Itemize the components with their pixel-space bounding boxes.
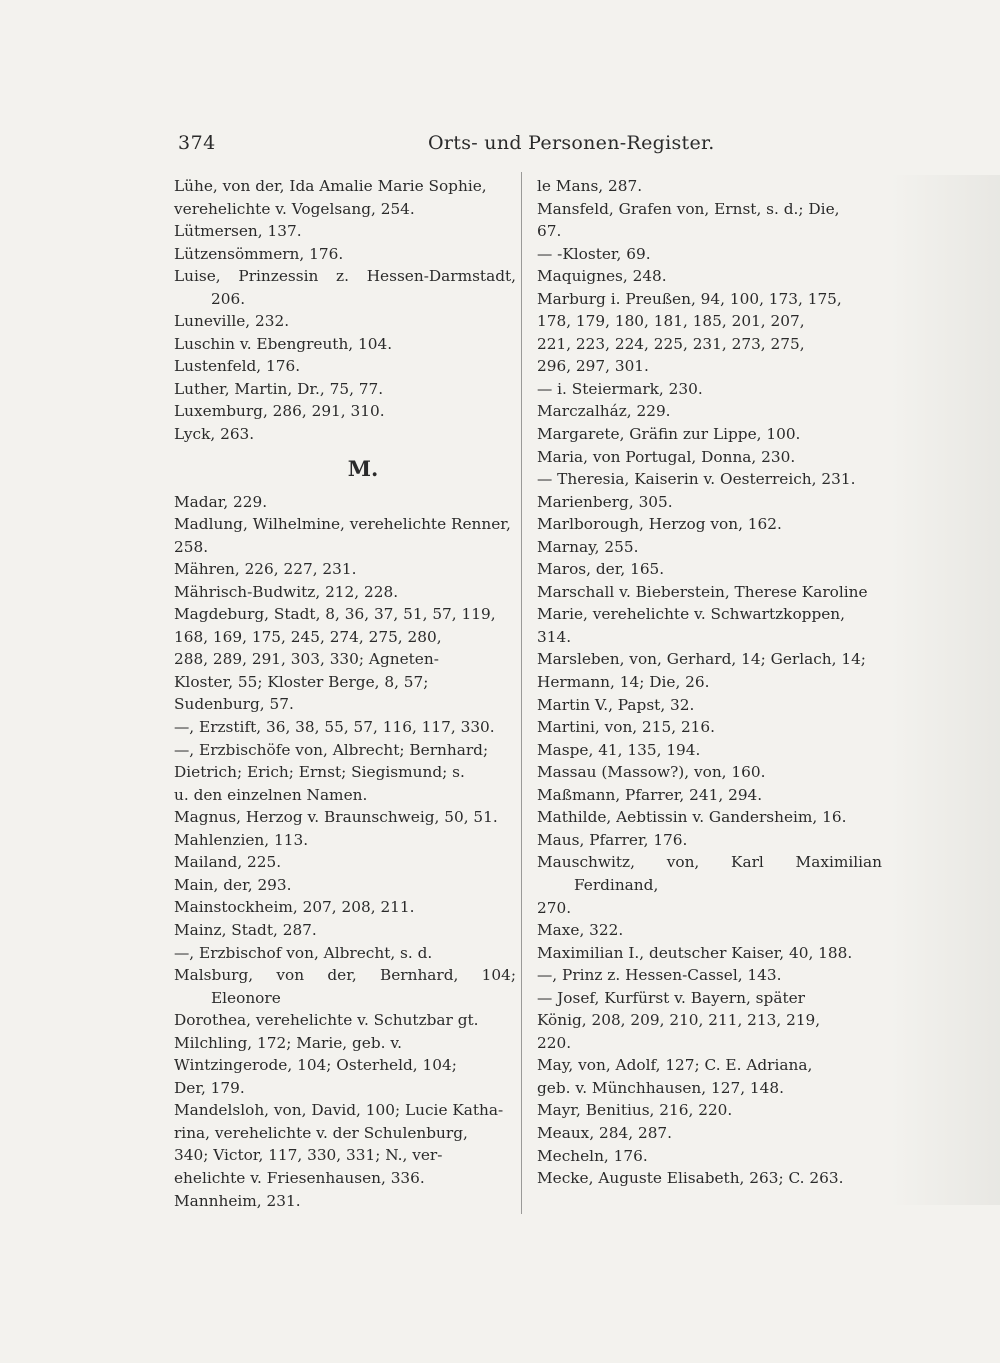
entry-line: 296, 297, 301.: [537, 357, 649, 376]
register-entry: [537, 378, 882, 401]
register-entry: [174, 874, 516, 897]
register-entry: [537, 829, 882, 852]
entry-line: 314.: [537, 627, 572, 646]
register-entry: [174, 1190, 516, 1213]
register-entry: [537, 851, 882, 919]
entry-line: Lühe, von der, Ida Amalie Marie Sophie,: [174, 177, 487, 195]
entry-line: Martin V., Papst, 32.: [537, 695, 695, 714]
entry-line: 67.: [537, 222, 562, 241]
entry-line: Malsburg, von der, Bernhard, 104; Eleonore: [174, 966, 516, 1007]
register-entry: [174, 603, 516, 716]
entry-line: Mailand, 225.: [174, 853, 282, 872]
register-entry: [174, 806, 516, 829]
right-entries: [537, 175, 882, 1190]
register-entry: [174, 310, 516, 333]
show-through-shadow: [890, 175, 1000, 1205]
entry-line: Maspe, 41, 135, 194.: [537, 740, 701, 759]
register-entry: [174, 964, 516, 1099]
entry-line: Hermann, 14; Die, 26.: [537, 673, 710, 692]
entry-line: Mannheim, 231.: [174, 1191, 301, 1210]
entry-line: 340; Victor, 117, 330, 331; N., ver-: [174, 1146, 443, 1165]
entry-line: Madar, 229.: [174, 492, 268, 511]
entry-line: Mecheln, 176.: [537, 1146, 648, 1165]
entry-line: Luxemburg, 286, 291, 310.: [174, 402, 385, 421]
entry-line: König, 208, 209, 210, 211, 213, 219,: [537, 1011, 821, 1030]
register-entry: [537, 1167, 882, 1190]
entry-line: u. den einzelnen Namen.: [174, 785, 368, 804]
entry-line: — Theresia, Kaiserin v. Oesterreich, 231.: [537, 470, 856, 489]
entry-line: Margarete, Gräfin zur Lippe, 100.: [537, 425, 801, 444]
entry-line: le Mans, 287.: [537, 177, 643, 195]
register-entry: [537, 446, 882, 469]
entry-line: verehelichte v. Vogelsang, 254.: [174, 199, 415, 218]
entry-line: Main, der, 293.: [174, 875, 292, 894]
entry-line: 258.: [174, 537, 209, 556]
register-entry: [174, 942, 516, 965]
register-entry: [174, 400, 516, 423]
entry-line: Lützensömmern, 176.: [174, 244, 344, 263]
entry-line: ehelichte v. Friesenhausen, 336.: [174, 1168, 425, 1187]
register-entry: [174, 265, 516, 310]
entry-line: Kloster, 55; Kloster Berge, 8, 57;: [174, 672, 429, 691]
entry-line: Mathilde, Aebtissin v. Gandersheim, 16.: [537, 808, 847, 827]
entry-line: Wintzingerode, 104; Osterheld, 104;: [174, 1056, 457, 1075]
register-entry: [537, 243, 882, 266]
entry-line: Mainstockheim, 207, 208, 211.: [174, 898, 415, 917]
entry-line: Mandelsloh, von, David, 100; Lucie Katha-: [174, 1101, 504, 1120]
entry-line: —, Prinz z. Hessen-Cassel, 143.: [537, 966, 782, 985]
section-letter-m: M.: [347, 455, 379, 481]
entry-line: — i. Steiermark, 230.: [537, 379, 703, 398]
entry-line: Marczalház, 229.: [537, 402, 671, 421]
entry-line: 270.: [537, 898, 572, 917]
register-entry: [537, 1145, 882, 1168]
entry-line: 168, 169, 175, 245, 274, 275, 280,: [174, 627, 442, 646]
register-entry: [537, 919, 882, 942]
entry-line: Mansfeld, Grafen von, Ernst, s. d.; Die,: [537, 199, 840, 218]
entry-line: Maros, der, 165.: [537, 560, 665, 579]
register-entry: [537, 558, 882, 581]
register-entry: [174, 175, 516, 220]
entry-line: May, von, Adolf, 127; C. E. Adriana,: [537, 1056, 813, 1075]
left-column: [174, 175, 516, 1212]
register-entry: [537, 468, 882, 491]
register-entry: [537, 198, 882, 243]
register-entry: [537, 491, 882, 514]
entry-line: Sudenburg, 57.: [174, 695, 294, 714]
register-entry: [174, 491, 516, 514]
entry-line: Mayr, Benitius, 216, 220.: [537, 1101, 733, 1120]
entry-line: 288, 289, 291, 303, 330; Agneten-: [174, 650, 439, 669]
register-entry: [537, 716, 882, 739]
entry-line: 220.: [537, 1033, 572, 1052]
entry-line: Der, 179.: [174, 1078, 245, 1097]
register-entry: [174, 558, 516, 581]
entry-line: Madlung, Wilhelmine, verehelichte Renner,: [174, 515, 511, 534]
entry-line: 221, 223, 224, 225, 231, 273, 275,: [537, 334, 805, 353]
entry-line: Milchling, 172; Marie, geb. v.: [174, 1033, 403, 1052]
entry-line: Magdeburg, Stadt, 8, 36, 37, 51, 57, 119,: [174, 605, 496, 624]
register-entry: [174, 378, 516, 401]
entry-line: Maria, von Portugal, Donna, 230.: [537, 447, 796, 466]
entry-line: Dorothea, verehelichte v. Schutzbar gt.: [174, 1011, 479, 1030]
entry-line: geb. v. Münchhausen, 127, 148.: [537, 1078, 784, 1097]
entry-line: Marie, verehelichte v. Schwartzkoppen,: [537, 605, 846, 624]
register-entry: [174, 829, 516, 852]
left-entries-l: [174, 175, 516, 446]
entry-line: Mecke, Auguste Elisabeth, 263; C. 263.: [537, 1169, 844, 1188]
entry-line: Dietrich; Erich; Ernst; Siegismund; s.: [174, 763, 465, 782]
entry-line: Meaux, 284, 287.: [537, 1123, 673, 1142]
column-divider: [521, 172, 522, 1214]
register-entry: [537, 513, 882, 536]
register-entry: [174, 243, 516, 266]
left-entries-m: [174, 491, 516, 1213]
entry-line: Magnus, Herzog v. Braunschweig, 50, 51.: [174, 808, 498, 827]
register-entry: [174, 355, 516, 378]
register-entry: [174, 581, 516, 604]
entry-line: — -Kloster, 69.: [537, 244, 651, 263]
entry-line: —, Erzbischof von, Albrecht, s. d.: [174, 943, 433, 962]
entry-line: Marsleben, von, Gerhard, 14; Gerlach, 14;: [537, 650, 866, 669]
register-entry: [537, 1099, 882, 1122]
entry-line: —, Erzstift, 36, 38, 55, 57, 116, 117, 330.: [174, 718, 495, 737]
entry-line: Mähren, 226, 227, 231.: [174, 560, 357, 579]
register-entry: [174, 1099, 516, 1189]
entry-line: —, Erzbischöfe von, Albrecht; Bernhard;: [174, 740, 489, 759]
entry-line: Mainz, Stadt, 287.: [174, 920, 317, 939]
entry-line: Luschin v. Ebengreuth, 104.: [174, 334, 393, 353]
entry-line: — Josef, Kurfürst v. Bayern, später: [537, 988, 805, 1007]
register-entry: [174, 739, 516, 807]
register-entry: [537, 806, 882, 829]
entry-line: Mährisch-Budwitz, 212, 228.: [174, 582, 399, 601]
register-entry: [174, 220, 516, 243]
entry-line: Maßmann, Pfarrer, 241, 294.: [537, 785, 763, 804]
page-number: 374: [178, 132, 216, 154]
register-entry: [537, 784, 882, 807]
register-entry: [537, 288, 882, 378]
register-entry: [537, 1054, 882, 1099]
right-column: [537, 175, 882, 1190]
entry-line: Marienberg, 305.: [537, 492, 673, 511]
register-entry: [537, 739, 882, 762]
register-entry: [537, 648, 882, 693]
register-entry: [174, 919, 516, 942]
running-head: Orts- und Personen-Register.: [428, 132, 715, 154]
entry-line: Lütmersen, 137.: [174, 222, 302, 241]
entry-line: Maus, Pfarrer, 176.: [537, 830, 688, 849]
register-entry: [537, 942, 882, 965]
entry-line: Maxe, 322.: [537, 921, 624, 940]
entry-line: Lustenfeld, 176.: [174, 357, 301, 376]
entry-line: rina, verehelichte v. der Schulenburg,: [174, 1123, 468, 1142]
register-entry: [537, 761, 882, 784]
register-entry: [537, 964, 882, 987]
register-entry: [537, 581, 882, 649]
entry-line: Marnay, 255.: [537, 537, 639, 556]
register-entry: [537, 175, 882, 198]
entry-line: Maximilian I., deutscher Kaiser, 40, 188.: [537, 943, 853, 962]
register-entry: [537, 1122, 882, 1145]
register-entry: [537, 536, 882, 559]
register-entry: [537, 400, 882, 423]
entry-line: Marburg i. Preußen, 94, 100, 173, 175,: [537, 289, 842, 308]
entry-line: Luneville, 232.: [174, 312, 290, 331]
register-entry: [537, 265, 882, 288]
register-entry: [174, 513, 516, 558]
register-entry: [174, 423, 516, 446]
register-entry: [174, 333, 516, 356]
entry-line: Mauschwitz, von, Karl Maximilian Ferdinand,: [537, 853, 882, 894]
register-entry: [537, 987, 882, 1055]
register-entry: [174, 851, 516, 874]
register-entry: [537, 694, 882, 717]
entry-line: Martini, von, 215, 216.: [537, 718, 716, 737]
register-entry: [174, 896, 516, 919]
entry-line: Massau (Massow?), von, 160.: [537, 763, 766, 782]
entry-line: Marschall v. Bieberstein, Therese Karoline: [537, 582, 868, 601]
entry-line: Luise, Prinzessin z. Hessen-Darmstadt, 206.: [174, 267, 516, 308]
entry-line: Lyck, 263.: [174, 425, 255, 444]
entry-line: Maquignes, 248.: [537, 267, 667, 286]
entry-line: Marlborough, Herzog von, 162.: [537, 515, 782, 534]
register-entry: [537, 423, 882, 446]
entry-line: 178, 179, 180, 181, 185, 201, 207,: [537, 312, 805, 331]
register-entry: [174, 716, 516, 739]
entry-line: Luther, Martin, Dr., 75, 77.: [174, 379, 384, 398]
entry-line: Mahlenzien, 113.: [174, 830, 309, 849]
